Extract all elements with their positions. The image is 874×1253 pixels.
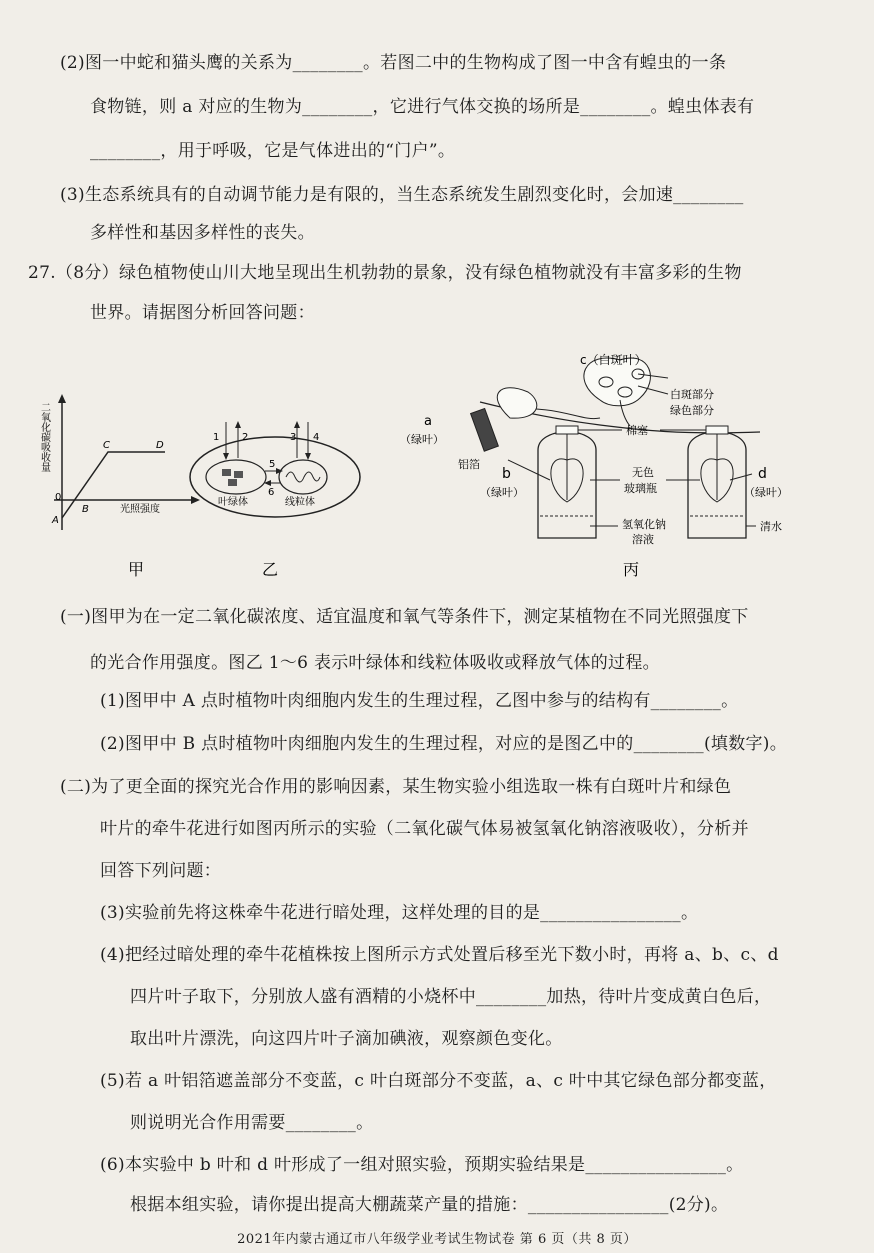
leaf-b-note: （绿叶）	[480, 486, 524, 499]
water-label: 清水	[760, 520, 782, 533]
arrow-label-4: 4	[313, 432, 320, 443]
text-line: 根据本组实验，请你提出提高大棚蔬菜产量的措施：________________(2分)。	[130, 1195, 729, 1215]
caption-bing: 丙	[623, 560, 640, 579]
white-part-label: 白斑部分	[670, 388, 714, 401]
graph-jia	[39, 394, 201, 579]
text-line: (3)生态系统具有的自动调节能力是有限的，当生态系统发生剧烈变化时，会加速________	[60, 185, 744, 205]
text-line: ________，用于呼吸，它是气体进出的“门户”。	[90, 141, 456, 161]
graph-ylabel: 二氧化碳吸收量	[38, 402, 50, 472]
mitochondrion-label: 线粒体	[285, 497, 315, 508]
cotton-label: 棉塞	[626, 424, 648, 437]
question-4: (4)把经过暗处理的牵牛花植株按上图所示方式处置后移至光下数小时，再将 a、b、c、d	[100, 945, 779, 965]
arrow-label-5: 5	[269, 459, 276, 470]
leaf-b-letter: b	[502, 466, 511, 482]
text-line: 四片叶子取下，分别放人盛有酒精的小烧杯中________加热，待叶片变成黄白色后，	[130, 987, 772, 1007]
text-line: 叶片的牵牛花进行如图丙所示的实验（二氧化碳气体易被氢氧化钠溶液吸收），分析并	[100, 819, 749, 839]
graph-xlabel: 光照强度	[120, 504, 160, 515]
text-line: 的光合作用强度。图乙 1～6 表示叶绿体和线粒体吸收或释放气体的过程。	[90, 653, 660, 673]
question-1: (1)图甲中 A 点时植物叶肉细胞内发生的生理过程，乙图中参与的结构有________。	[100, 691, 739, 711]
caption-yi: 乙	[262, 560, 279, 579]
text-line: 多样性和基因多样性的丧失。	[90, 223, 315, 243]
graph-origin: 0	[55, 492, 62, 503]
question-27-stem: 27.（8分）绿色植物使山川大地呈现出生机勃勃的景象，没有绿色植物就没有丰富多彩的生物	[28, 263, 742, 283]
part-two-intro: (二)为了更全面的探究光合作用的影响因素，某生物实验小组选取一株有白斑叶片和绿色	[60, 777, 732, 797]
bottle-label-2: 玻璃瓶	[624, 482, 657, 495]
diagram-bing	[400, 353, 788, 579]
figure-svg	[40, 340, 840, 600]
arrow-label-1: 1	[213, 432, 220, 443]
question-5: (5)若 a 叶铝箔遮盖部分不变蓝，c 叶白斑部分不变蓝，a、c 叶中其它绿色部分都变蓝，	[100, 1071, 777, 1091]
question-2: (2)图甲中 B 点时植物叶肉细胞内发生的生理过程，对应的是图乙中的________(填数字)。	[100, 734, 788, 754]
leaf-a-note: （绿叶）	[400, 433, 444, 446]
naoh-label-2: 溶液	[632, 533, 654, 546]
caption-jia: 甲	[128, 560, 145, 579]
page-footer: 2021年内蒙古通辽市八年级学业考试生物试卷 第 6 页（共 8 页）	[237, 1232, 637, 1247]
point-d-label: D	[156, 440, 164, 451]
chloroplast-label: 叶绿体	[218, 497, 248, 508]
point-c-label: C	[103, 440, 110, 451]
bottle-label-1: 无色	[632, 466, 654, 479]
text-line: 世界。请据图分析回答问题：	[90, 303, 315, 323]
leaf-d-note: （绿叶）	[744, 486, 788, 499]
naoh-label-1: 氢氧化钠	[622, 518, 666, 531]
point-a-label: A	[52, 515, 59, 526]
question-6: (6)本实验中 b 叶和 d 叶形成了一组对照实验，预期实验结果是________________。	[100, 1155, 744, 1175]
part-one-intro: (一)图甲为在一定二氧化碳浓度、适宜温度和氧气等条件下，测定某植物在不同光照强度下	[60, 607, 749, 627]
diagram-yi	[190, 421, 360, 579]
arrow-label-3: 3	[290, 432, 297, 443]
point-b-label: B	[82, 504, 89, 515]
leaf-c-label: c（白斑叶）	[580, 353, 647, 367]
question-3: (3)实验前先将这株牵牛花进行暗处理，这样处理的目的是________________。	[100, 903, 699, 923]
leaf-d-letter: d	[758, 466, 767, 482]
leaf-a-letter: a	[424, 414, 432, 429]
text-line: 则说明光合作用需要________。	[130, 1113, 374, 1133]
green-part-label: 绿色部分	[670, 404, 714, 417]
text-line: 取出叶片漂洗，向这四片叶子滴加碘液，观察颜色变化。	[130, 1029, 563, 1049]
arrow-label-2: 2	[242, 432, 249, 443]
text-line: 回答下列问题：	[100, 861, 222, 881]
foil-label: 铝箔	[458, 458, 480, 471]
figure-diagrams	[40, 340, 840, 600]
text-line: 食物链，则 a 对应的生物为________，它进行气体交换的场所是________。蝗虫体表有	[90, 97, 755, 117]
text-line: (2)图一中蛇和猫头鹰的关系为________。若图二中的生物构成了图一中含有蝗虫的一条	[60, 53, 727, 73]
arrow-label-6: 6	[268, 487, 275, 498]
